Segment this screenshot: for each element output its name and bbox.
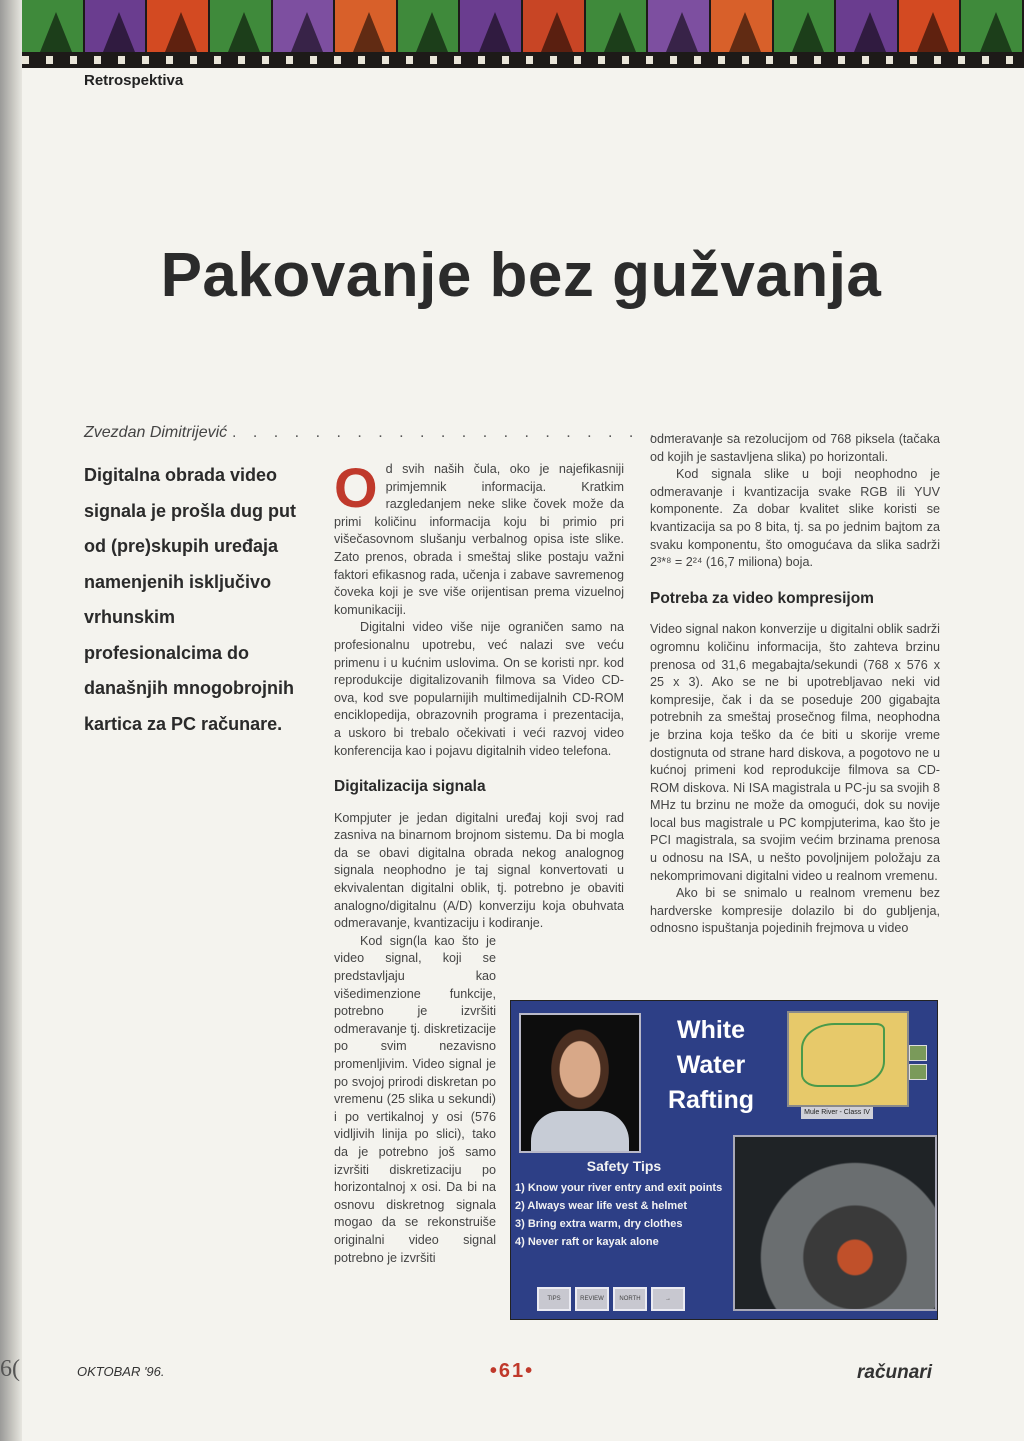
mountain-icon [854,12,886,52]
mountain-icon [479,12,511,52]
film-frame [273,0,334,52]
rafting-photo [733,1135,937,1311]
multimedia-screenshot [510,1000,938,1320]
film-frame [335,0,396,52]
film-frame [836,0,897,52]
mountain-icon [541,12,573,52]
article-title: Pakovanje bez gužvanja [160,241,882,310]
mountain-icon [291,12,323,52]
next-arrow-icon: → [651,1287,685,1311]
author-dotted-rule: . . . . . . . . . . . . . . . . . . . . . . . . . . [232,424,765,441]
mountain-icon [729,12,761,52]
paragraph: Kod signala slike u boji neophodno je odmeravanje i kvantizacija svake RGB ili YUV komponente. Za dobar kvalitet slike koristi se kvantizacija sa po 8 bita, tj. sa po jednim bajtom za svaku komponentu, što omogućava da slika sadrži 2³*⁸ = 2²⁴ (16,7 miliona) boja. [650,467,940,570]
mountain-icon [416,12,448,52]
drop-cap: O [334,456,378,519]
tip-item: 2) Always wear life vest & helmet [515,1200,687,1212]
lead-paragraph: Digitalna obrada video signala je prošla dug put od (pre)skupih uređaja namenjenih isključivo vrhunskim profesionalcima do današnjih mnogobrojnih kartica za PC računare. [84,465,297,734]
mountain-icon [917,12,949,52]
column-2 [650,431,940,938]
film-frame [398,0,459,52]
previous-page-number: 6( [0,1356,20,1382]
mountain-icon [40,12,72,52]
paragraph: Kompjuter je jedan digitalni uređaj koji svoj rad zasniva na binarnom brojnom sistemu. Da bi mogla da se obavi digitalna obrada nekog analognog signala neophodno je taj signal konvertovati u ekvivalentan digitalni oblik, tj. potrebno je obaviti analogno/digitalnu (A/D) konverziju koja obuhvata odmeravanje, kvantizaciju i kodiranje. [334,810,624,931]
safety-tips-heading: Safety Tips [586,1158,662,1174]
film-strip-header [22,0,1024,68]
paragraph: Digitalni video više nije ograničen samo na profesionalnu upotrebu, već nalazi sve veću primenu i u kućnim uslovima. On se koristi npr. kod reprodukcije digitalizovanih filmova sa Video CD-ova, kod sve popularnijih multimedijalnih CD-ROM enciklopedija, obrazovnih programa i prezentacija, a uskoro bi trebalo očekivati i veći razvoj video konferencija kao i pojavu digitalnih video telefona. [334,620,624,758]
film-frame [210,0,271,52]
tips-button: TIPS [537,1287,571,1311]
mountain-icon [103,12,135,52]
paragraph: odmeravanje sa rezolucijom od 768 piksela (tačaka od kojih je sastavljena slika) po horizontali. [650,432,940,464]
map-thumbnails [909,1045,927,1093]
page-spine [0,0,22,1441]
paragraph-text: d svih naših čula, oko je najefikasniji primjemnik informacija. Kratkim razgledanjem neke slike čovek može da primi količinu informacija koju bi primio pri višečasovnom slušanju verbalnog opisa iste slike. Zato prenos, obrada i smeštaj slike postaju važni faktori efikasnog rada, učenja i zabave savremenog čoveka koji je sve više orijentisan prema vizuelnoj komunikaciji. [334,462,624,617]
issue-date: OKTOBAR '96. [77,1364,165,1379]
guide-portrait-image [519,1013,641,1153]
magazine-name: računari [857,1362,932,1383]
film-frame [648,0,709,52]
film-perforations [22,56,1024,64]
film-frame [85,0,146,52]
paragraph: Kod sign(la kao što je video signal, koji se predstavljaju kao višedimenzione funkcije, potrebno je izvršiti odmeravanje tj. diskretizacije po svim nezavisno promenljivim. Video signal je po svojoj prirodi diskretan po vremenu (25 slika u sekundi) i po vertikalnoj y osi (576 vidljivih linija po slici), tako da je potrebno još samo izvršiti diskretizaciju po horizontalnoj x osi. Da bi na osnovu diskretnog signala mogao da se rekonstruiše originalni video signal potrebno je izvršiti [334,933,496,1265]
thumbnail [909,1045,927,1061]
mountain-icon [604,12,636,52]
tip-item: 4) Never raft or kayak alone [515,1236,659,1248]
film-frame [147,0,208,52]
screenshot-title: White Water Rafting [667,1016,755,1114]
mountain-icon [666,12,698,52]
page-number: •61• [489,1360,535,1382]
film-frame [774,0,835,52]
mountain-icon [980,12,1012,52]
tip-item: 3) Bring extra warm, dry clothes [515,1218,683,1230]
review-button: REVIEW [575,1287,609,1311]
section-label: Retrospektiva [84,72,184,89]
screenshot-buttons [537,1287,685,1311]
paragraph: Video signal nakon konverzije u digitalni oblik sadrži ogromnu količinu informacija, što zahteva brzinu prenosa od 31,6 megabajta/sekundi (768 x 576 x 25 x 3). Ako se ne bi upotrebljavao neki vid kompresije, čak i da se poseduje 200 gigabajta potrebnih za smeštaj prosečnog filma, neophodna je brzina koja teško da će biti u skorije vreme dostignuta od strane hard diskova, a pogotovo ne u kućnoj primeni kod reprodukcije filmova sa CD-ROM diskova. Ni ISA magistrala u PC-ju sa svojih 8 MHz tu brzinu ne može da omogući, dok su novije local bus magistrale u PC kompjuterima, kao što je PCI magistrala, sa svojim većim brzinama prenosa u odnosu na ISA, u nešto povoljnijem položaju za nekomprimovani digitalni video u realnom vremenu. [650,622,940,883]
paragraph: Ako bi se snimalo u realnom vremenu bez hardverske kompresije dolazilo bi do gubljenja, odnosno ispuštanja pojedinih frejmova u video [650,886,940,936]
mountain-icon [792,12,824,52]
map-caption: Mule River - Class IV [801,1107,873,1119]
safety-tips [515,1157,733,1251]
film-frame [711,0,772,52]
film-frame [899,0,960,52]
shirt-shape [531,1111,629,1151]
subheading: Digitalizacija signala [334,778,486,796]
film-frames [22,0,1024,52]
film-frame [586,0,647,52]
film-frame [961,0,1022,52]
film-frame [523,0,584,52]
north-button: NORTH [613,1287,647,1311]
film-frame [22,0,83,52]
subheading: Potreba za video kompresijom [650,589,874,607]
tip-item: 1) Know your river entry and exit points [515,1182,723,1194]
mountain-icon [165,12,197,52]
paragraph [334,456,624,619]
author-name: Zvezdan Dimitrijević [84,424,228,441]
thumbnail [909,1064,927,1080]
mountain-icon [353,12,385,52]
mountain-icon [228,12,260,52]
film-frame [460,0,521,52]
river-map-image [787,1011,909,1107]
